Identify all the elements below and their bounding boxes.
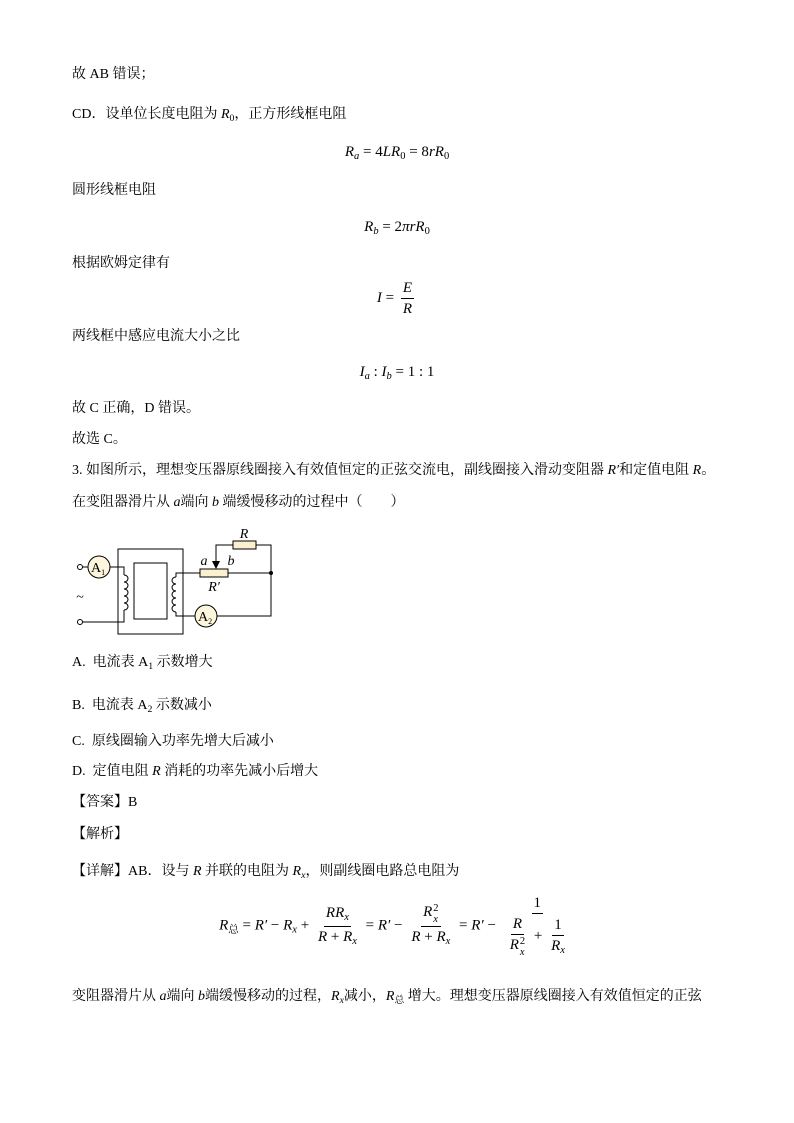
text-run: 圆形线框电阻	[72, 183, 156, 198]
subscript: x	[339, 994, 344, 1006]
ac-source-symbol: ~	[76, 590, 84, 605]
math-variable: a	[159, 989, 167, 1004]
subscript: a	[353, 151, 360, 163]
text-run: 变阻器滑片从	[72, 989, 160, 1004]
math-variable: R′	[377, 917, 391, 934]
math-variable: R	[402, 301, 413, 317]
text-run: =	[238, 917, 255, 934]
rheostat-end-b-label: b	[227, 554, 235, 569]
analysis-heading	[72, 825, 128, 845]
detail-continuation	[72, 987, 702, 1011]
math-variable: R′	[607, 463, 620, 478]
input-terminal-bottom	[78, 620, 83, 625]
formula-ohm-law	[0, 279, 794, 318]
subscript: x	[344, 912, 349, 924]
ammeter-a1-index: 1	[101, 568, 106, 577]
text-run: 端缓慢移动的过程中（ ）	[219, 495, 405, 510]
fraction-numerator	[532, 894, 544, 914]
text-run: 减小，	[343, 989, 386, 1004]
subscript: 0	[443, 151, 450, 163]
fixed-resistor-label: R	[239, 527, 249, 542]
fraction-denominator	[316, 927, 359, 949]
math-variable: I	[359, 364, 365, 380]
math-variable: E	[402, 280, 413, 296]
fraction-numerator	[421, 903, 440, 927]
text-run: =	[455, 917, 472, 934]
fraction	[409, 903, 452, 949]
ammeter-a2-index: 2	[208, 617, 213, 626]
fraction-numerator	[511, 915, 524, 935]
rheostat-label: R′	[208, 580, 220, 595]
math-variable: R	[423, 904, 433, 921]
sub-superscript	[520, 937, 525, 958]
subscript: x	[292, 924, 297, 936]
input-terminal-top	[78, 565, 83, 570]
text-run: 故 AB 错误；	[72, 67, 155, 82]
text-run: CD．设单位长度电阻为	[72, 107, 221, 122]
text-run: 在变阻器滑片从	[72, 495, 174, 510]
cd-intro	[72, 105, 346, 129]
junction-dot	[269, 571, 273, 575]
fraction	[549, 916, 567, 958]
math-variable: R	[292, 864, 302, 879]
math-variable: R′	[471, 917, 484, 934]
option-a	[72, 653, 213, 677]
subscript: x	[560, 944, 565, 956]
text-run: 【详解】AB．设与	[72, 864, 193, 879]
ratio-intro	[72, 327, 240, 347]
text-run: 和定值电阻	[619, 463, 693, 478]
subscript: x	[445, 936, 451, 948]
text-run: 故选 C。	[72, 432, 127, 447]
math-variable: R	[220, 107, 230, 122]
slider-arrow-icon	[212, 561, 220, 569]
subscript: 总	[228, 924, 239, 936]
rheostat	[200, 569, 228, 577]
math-variable: πrR	[402, 219, 425, 235]
text-run: D. 定值电阻	[72, 764, 153, 779]
math-variable: b	[198, 989, 205, 1004]
conclusion-c-correct	[72, 399, 200, 419]
text-run: ，正方形线框电阻	[234, 107, 347, 122]
text-run: ，则副线圈电路总电阻为	[305, 864, 460, 879]
subscript: 0	[400, 151, 406, 163]
answer	[72, 793, 137, 813]
question-3-line-2	[72, 493, 405, 513]
math-variable: R	[152, 764, 161, 779]
text-run: 并联的电阻为	[201, 864, 293, 879]
fraction	[508, 915, 527, 958]
fraction-numerator	[324, 904, 351, 927]
math-variable: b	[212, 495, 219, 510]
subscript: 0	[424, 226, 430, 238]
math-variable: R	[411, 929, 421, 946]
text-run: 增大。理想变压器原线圈接入有效值恒定的正弦	[404, 989, 702, 1004]
conclusion-ab-wrong	[72, 65, 154, 85]
math-variable: R	[512, 916, 522, 932]
subscript: x	[433, 913, 438, 925]
text-run: 1	[533, 895, 542, 911]
text-run: 端缓慢移动的过程，	[205, 989, 331, 1004]
math-variable: rR	[428, 144, 444, 160]
text-run: 根据欧姆定律有	[72, 256, 170, 271]
math-variable: LR	[382, 144, 401, 160]
text-run: +	[530, 928, 547, 945]
option-b	[72, 696, 212, 720]
math-variable: R	[692, 463, 702, 478]
text-run: −	[483, 917, 500, 934]
fraction	[316, 904, 359, 948]
option-d	[72, 762, 318, 782]
text-run: 端向	[166, 989, 198, 1004]
math-variable: R	[436, 929, 446, 946]
math-variable: R′	[254, 917, 268, 934]
math-variable: R	[344, 144, 354, 160]
fixed-resistor	[233, 541, 256, 549]
text-run: 【答案】B	[72, 795, 138, 810]
choose-c	[72, 430, 127, 450]
math-variable: R	[364, 219, 374, 235]
text-run: = 8	[405, 144, 429, 160]
subscript: 0	[229, 112, 235, 124]
text-run: 示数增大	[153, 655, 213, 670]
formula-total-resistance	[0, 894, 794, 958]
subscript: b	[373, 226, 379, 238]
text-run: =	[361, 917, 378, 934]
math-variable: R	[283, 917, 293, 934]
math-variable: RR	[325, 904, 345, 921]
circle-frame-label	[72, 181, 156, 201]
subscript: x	[301, 869, 306, 881]
text-run: −	[267, 917, 284, 934]
subscript: x	[519, 946, 525, 958]
subscript: x	[352, 935, 357, 947]
text-run: +	[296, 917, 313, 934]
fraction	[401, 279, 414, 318]
fraction-denominator	[401, 299, 414, 318]
text-run: 3. 如图所示，理想变压器原线圈接入有效值恒定的正弦交流电，副线圈接入滑动变阻器	[72, 463, 608, 478]
question-3-line-1	[72, 461, 715, 481]
circuit-diagram	[70, 524, 285, 644]
option-c	[72, 732, 274, 752]
fraction-denominator	[549, 936, 567, 958]
fraction-denominator	[508, 935, 527, 958]
rheostat-end-a-label: a	[200, 554, 208, 569]
math-variable: I	[376, 289, 382, 306]
text-run: −	[390, 917, 407, 934]
fraction-denominator	[409, 927, 452, 949]
text-run: 1	[554, 916, 562, 933]
math-variable: R	[343, 928, 353, 945]
text-run: B. 电流表 A	[72, 698, 148, 713]
ohm-law-label	[72, 254, 170, 274]
superscript: 2	[519, 936, 526, 948]
text-run: 【解析】	[72, 827, 128, 842]
text-run: 。	[701, 463, 716, 478]
text-run: 故 C 正确，D 错误。	[72, 401, 200, 416]
subscript: 2	[147, 703, 153, 715]
subscript: 总	[394, 994, 405, 1006]
text-run: 消耗的功率先减小后增大	[160, 764, 319, 779]
text-run: = 2	[378, 219, 403, 235]
math-variable: R	[551, 937, 561, 954]
text-run: = 4	[359, 144, 383, 160]
superscript: 2	[433, 903, 439, 915]
math-variable: R	[331, 989, 340, 1004]
text-run: = 1 : 1	[391, 364, 435, 380]
detail-intro	[72, 862, 459, 886]
math-variable: R	[317, 928, 328, 945]
subscript: b	[386, 371, 392, 383]
secondary-wire	[176, 545, 271, 616]
text-run: 示数减小	[152, 698, 212, 713]
math-variable: R	[192, 864, 202, 879]
formula-current-ratio	[0, 361, 794, 388]
sub-superscript	[433, 904, 438, 925]
text-run: =	[381, 289, 398, 306]
text-run: A. 电流表 A	[72, 655, 149, 670]
text-run: +	[420, 929, 437, 946]
text-run: 端向	[180, 495, 212, 510]
text-run: :	[369, 364, 382, 380]
transformer-core-inner	[134, 563, 167, 619]
math-variable: R	[509, 937, 519, 953]
formula-square-resistance	[0, 141, 794, 168]
subscript: a	[364, 371, 370, 383]
fraction-numerator	[401, 279, 414, 299]
text-run: +	[327, 928, 344, 945]
text-run: C. 原线圈输入功率先增大后减小	[72, 734, 274, 749]
ammeter-a2-letter: A	[197, 610, 209, 625]
ammeter-a1-letter: A	[90, 561, 102, 576]
math-variable: R	[385, 989, 395, 1004]
fraction-denominator	[503, 914, 572, 958]
math-variable: a	[173, 495, 181, 510]
fraction-numerator	[552, 916, 564, 936]
formula-circle-resistance	[0, 216, 794, 243]
math-variable: I	[381, 364, 387, 380]
math-variable: R	[219, 917, 229, 934]
fraction	[503, 894, 572, 958]
text-run: 两线框中感应电流大小之比	[72, 329, 240, 344]
subscript: 1	[148, 660, 154, 672]
